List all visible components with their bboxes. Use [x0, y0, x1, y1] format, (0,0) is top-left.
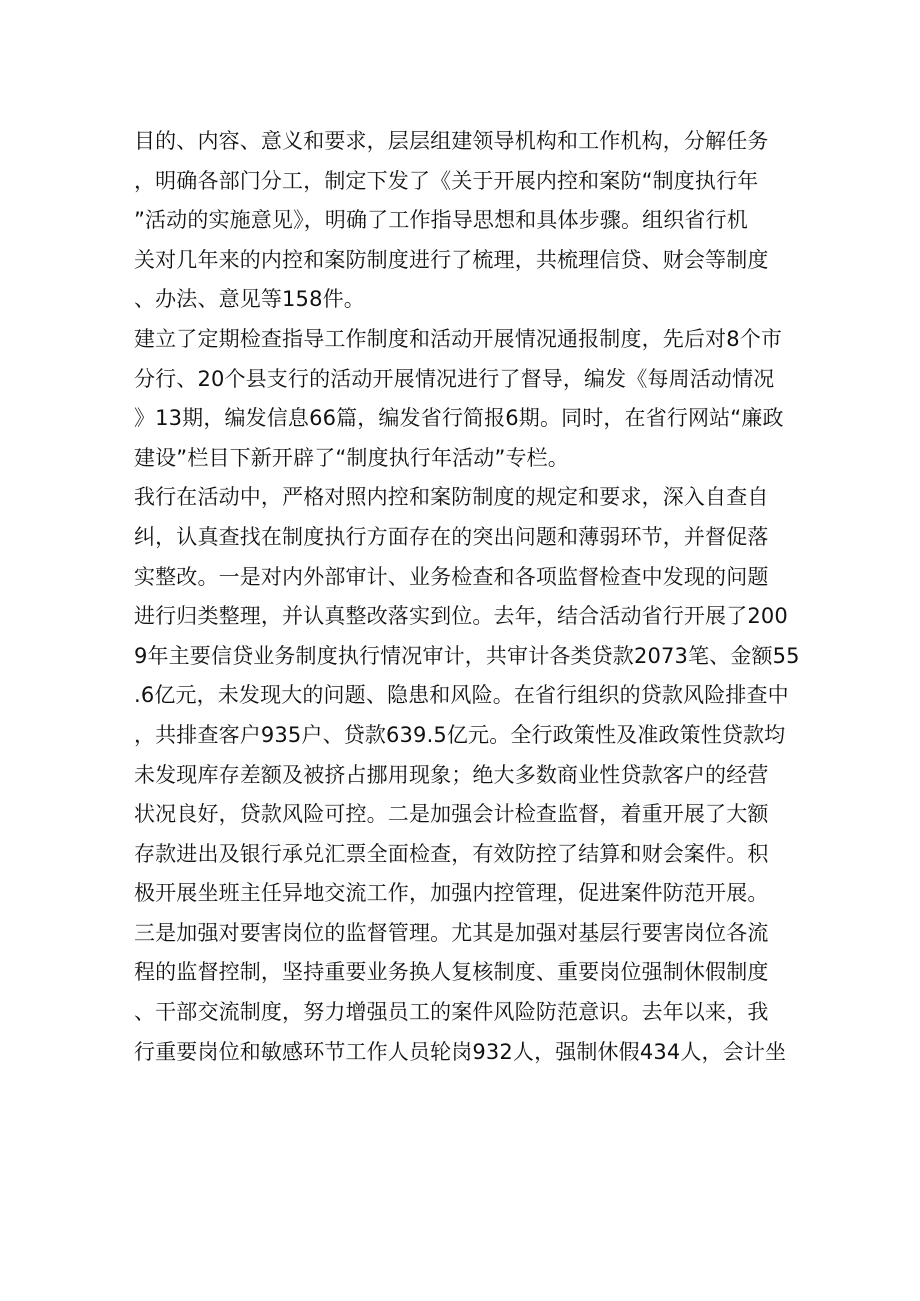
text-line: 未发现库存差额及被挤占挪用现象；绝大多数商业性贷款客户的经营 — [134, 762, 769, 787]
paragraph-supervision — [134, 320, 794, 478]
text-line: 行重要岗位和敏感环节工作人员轮岗932人，强制休假434人，会计坐 — [134, 1039, 787, 1064]
text-line: 关对几年来的内控和案防制度进行了梳理，共梳理信贷、财会等制度 — [134, 247, 769, 272]
text-line: 三是加强对要害岗位的监督管理。尤其是加强对基层行要害岗位各流 — [134, 920, 769, 945]
paragraph-planning — [134, 122, 794, 320]
text-line: ，明确各部门分工，制定下发了《关于开展内控和案防“制度执行年 — [134, 168, 759, 193]
text-line: 我行在活动中，严格对照内控和案防制度的规定和要求，深入自查自 — [134, 485, 769, 510]
text-line: 、干部交流制度，努力增强员工的案件风险防范意识。去年以来，我 — [134, 1000, 769, 1025]
text-line: 》13期，编发信息66篇，编发省行简报6期。同时，在省行网站“廉政 — [134, 406, 784, 431]
text-line: 状况良好，贷款风险可控。二是加强会计检查监督，着重开展了大额 — [134, 802, 769, 827]
text-line: .6亿元，未发现大的问题、隐患和风险。在省行组织的贷款风险排查中 — [134, 683, 789, 708]
text-line: ，共排查客户935户、贷款639.5亿元。全行政策性及准政策性贷款均 — [134, 722, 786, 747]
paragraph-self-inspection — [134, 478, 800, 1072]
text-line: 建立了定期检查指导工作制度和活动开展情况通报制度，先后对8个市 — [134, 326, 783, 351]
text-line: 目的、内容、意义和要求，层层组建领导机构和工作机构，分解任务 — [134, 129, 769, 153]
text-line: 存款进出及银行承兑汇票全面检查，有效防控了结算和财会案件。积 — [134, 841, 769, 866]
text-line: 9年主要信贷业务制度执行情况审计，共审计各类贷款2073笔、金额55 — [134, 643, 800, 668]
text-line: 极开展坐班主任异地交流工作，加强内控管理，促进案件防范开展。 — [134, 881, 769, 906]
text-line: 纠，认真查找在制度执行方面存在的突出问题和薄弱环节，并督促落 — [134, 524, 769, 549]
text-line: 进行归类整理，并认真整改落实到位。去年，结合活动省行开展了200 — [134, 604, 788, 629]
text-line: ”活动的实施意见》，明确了工作指导思想和具体步骤。组织省行机 — [134, 208, 748, 233]
document-body — [134, 122, 800, 1072]
text-line: 实整改。一是对内外部审计、业务检查和各项监督检查中发现的问题 — [134, 564, 769, 589]
text-line: 建设”栏目下新开辟了“制度执行年活动”专栏。 — [134, 445, 569, 470]
text-line: 分行、20个县支行的活动开展情况进行了督导，编发《每周活动情况 — [134, 366, 775, 391]
text-line: 、办法、意见等158件。 — [134, 287, 365, 312]
text-line: 程的监督控制，坚持重要业务换人复核制度、重要岗位强制休假制度 — [134, 960, 769, 985]
